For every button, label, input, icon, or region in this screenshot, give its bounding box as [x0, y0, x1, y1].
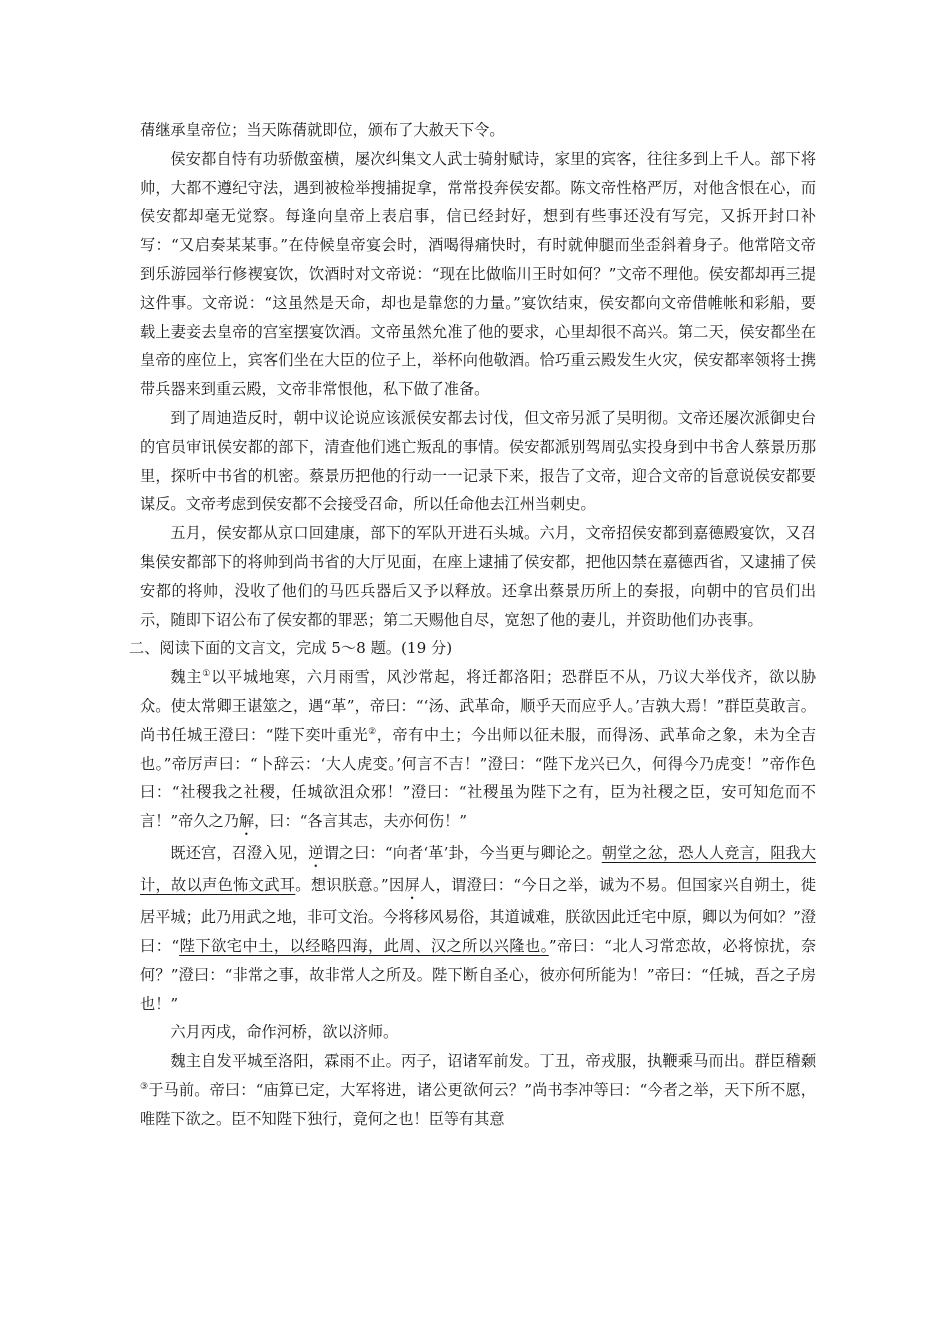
passage-text: 于马前。帝曰：“庙算已定，大军将进，诸公更欲何云？”尚书李冲等曰：“今者之举，天下所不愿，唯陛下欲之。臣不知陛下独行，竟何之也！臣等有其意: [140, 1080, 816, 1128]
translation-paragraph: 五月，侯安都从京口回建康，部下的军队开进石头城。六月，文帝招侯安都到嘉德殿宴饮，又召集侯安都部下的将帅到尚书省的大厅见面，在座上逮捕了侯安都，把他囚禁在嘉德西省，又逮捕了侯安都的将帅，没收了他们的马匹兵器后又予以释放。还拿出蔡景历所上的奏报，向朝中的官员们出示，随即下诏公布了侯安都的罪恶；第二天赐他自尽，宽恕了他的妻儿，并资助他们办丧事。: [140, 524, 816, 629]
emphasized-word: 解: [238, 812, 255, 831]
underlined-sentence: 朝堂之忿，恐人人竞言，阻我大计，故以声色怖文武耳: [140, 844, 817, 895]
passage-text: 谓之曰：“向者‘革’卦，今当更与卿论之。: [323, 844, 602, 863]
continuation-line: 蒨继承皇帝位；当天陈蒨就即位，颁布了大赦天下令。: [140, 121, 505, 139]
section-heading: 二、阅读下面的文言文，完成 5～8 题。(19 分): [129, 639, 453, 658]
passage-paragraph-1: [140, 663, 816, 839]
passage-text: 。想识朕意。”因: [295, 876, 405, 895]
passage-text: ，曰：“各言其志，夫亦何伤！”: [254, 812, 468, 831]
translation-paragraph: 侯安都自恃有功骄傲蛮横，屡次纠集文人武士骑射赋诗，家里的宾客，往往多到上千人。部下将帅，大都不遵纪守法，遇到被检举搜捕捉拿，常常投奔侯安都。陈文帝性格严厉，对他含恨在心，而侯安都却毫无觉察。每逢向皇帝上表启事，信已经封好，想到有些事还没有写完，又拆开封口补写：“又启奏某某事。”在侍候皇帝宴会时，酒喝得痛快时，有时就伸腿而坐歪斜着身子。他常陪文帝到乐游园举行修褉宴饮，饮酒时对文帝说：“现在比做临川王时如何？”文帝不理他。侯安都却再三提这件事。文帝说：“这虽然是天命，却也是靠您的力量。”宴饮结束，侯安都向文帝借帷帐和彩船，要载上妻妾去皇帝的宫室摆宴饮酒。文帝虽然允准了他的要求，心里却很不高兴。第二天，侯安都坐在皇帝的座位上，宾客们坐在大臣的位子上，举杯向他敬酒。恰巧重云殿发生火灾，侯安都率领将士携带兵器来到重云殿，文帝非常恨他，私下做了准备。: [140, 149, 816, 399]
document-page: [129, 116, 817, 1134]
passage-paragraph-3: 六月丙戌，命作河桥，欲以济师。: [170, 1023, 399, 1042]
underlined-sentence: 陛下欲宅中土，以经略四海，此周、汉之所以兴隆也。: [179, 936, 549, 955]
passage-text: 魏主: [170, 668, 203, 687]
footnote-marker: ①: [202, 669, 212, 680]
passage-text: 以平城地寒，六月雨雪，风沙常起，将迁都洛阳；恐群臣不从，乃议大举伐齐，欲以胁众。使太常卿王谌筮之，遇“革”，帝曰：“‘汤、武革命，顺乎天而应乎人。’吉孰大焉！”群臣莫敢言。尚书任城王澄曰：“陛下奕叶重光: [140, 668, 817, 744]
passage-text: ，帝有中土；今出师以征未服，而得汤、武革命之象，未为全吉也。”帝厉声曰：“卜辞云：‘大人虎变。’何言不吉！”澄曰：“陛下龙兴已久，何得今乃虎变！”帝作色曰：“社稷我之社稷，任城欲沮众邪！”澄曰：“社稷虽为陛下之有，臣为社稷之臣，安可知危而不言！”帝久之乃: [140, 725, 817, 831]
footnote-marker: ③: [140, 1081, 149, 1092]
footnote-marker: ②: [368, 726, 377, 737]
translation-paragraph: 到了周迪造反时，朝中议论说应该派侯安都去讨伐，但文帝另派了吴明彻。文帝还屡次派御史台的官员审讯侯安都的部下，清查他们逃亡叛乱的事情。侯安都派别驾周弘实投身到中书舍人蔡景历那里，探听中书省的机密。蔡景历把他的行动一一记录下来，报告了文帝，迎合文帝的旨意说侯安都要谋反。文帝考虑到侯安都不会接受召命，所以任命他去江州当刺史。: [140, 408, 816, 514]
passage-paragraph-4: [140, 1047, 816, 1133]
emphasized-word: 逆: [308, 844, 324, 863]
passage-text: 魏主自发平城至洛阳，霖雨不止。丙子，诏诸军前发。丁丑，帝戎服，执鞭乘马而出。群臣稽颡: [170, 1052, 816, 1071]
passage-paragraph-2: [140, 839, 816, 1018]
passage-text: ”帝曰：“北人习常恋故，必将惊扰，奈何？”澄曰：“非常之事，故非常人之所及。陛下断自圣心，彼亦何所能为！”帝曰：“任城，吾之子房也！”: [140, 936, 817, 1013]
passage-text: 人，谓澄曰：“今日之举，诚为不易。但国家兴自朔土，徙居平城；此乃用武之地，非可文治。今将移风易俗，其道诚难，朕欲因此迁宅中原，卿以为何如？”澄曰：“: [140, 876, 817, 955]
passage-text: 既还宫，召澄入见，: [170, 844, 309, 863]
emphasized-word: 屏: [404, 876, 421, 895]
